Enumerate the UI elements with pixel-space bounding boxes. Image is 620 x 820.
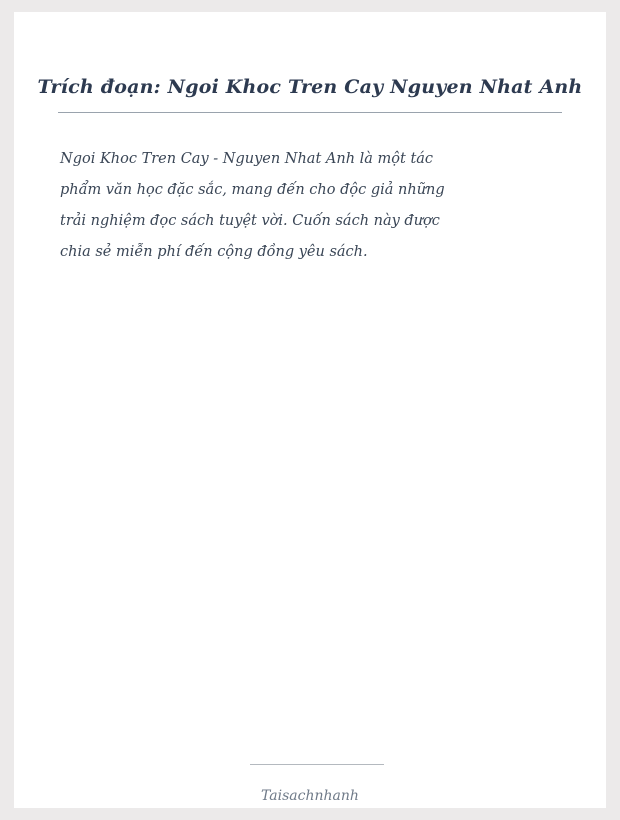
body-paragraph-line: Ngoi Khoc Tren Cay - Nguyen Nhat Anh là một tác bbox=[60, 151, 434, 167]
body-paragraph-line: trải nghiệm đọc sách tuyệt vời. Cuốn sách này được bbox=[60, 213, 440, 229]
footer-credit: Taisachnhanh bbox=[261, 788, 359, 804]
title-divider bbox=[58, 112, 562, 113]
body-paragraph-line: chia sẻ miễn phí đến cộng đồng yêu sách. bbox=[60, 244, 368, 260]
document-body bbox=[60, 144, 560, 268]
footer-divider bbox=[250, 764, 384, 765]
document-page bbox=[14, 12, 606, 808]
page-title: Trích đoạn: Ngoi Khoc Tren Cay Nguyen Nhat Anh bbox=[37, 76, 583, 98]
body-paragraph-line: phẩm văn học đặc sắc, mang đến cho độc giả những bbox=[60, 182, 445, 198]
